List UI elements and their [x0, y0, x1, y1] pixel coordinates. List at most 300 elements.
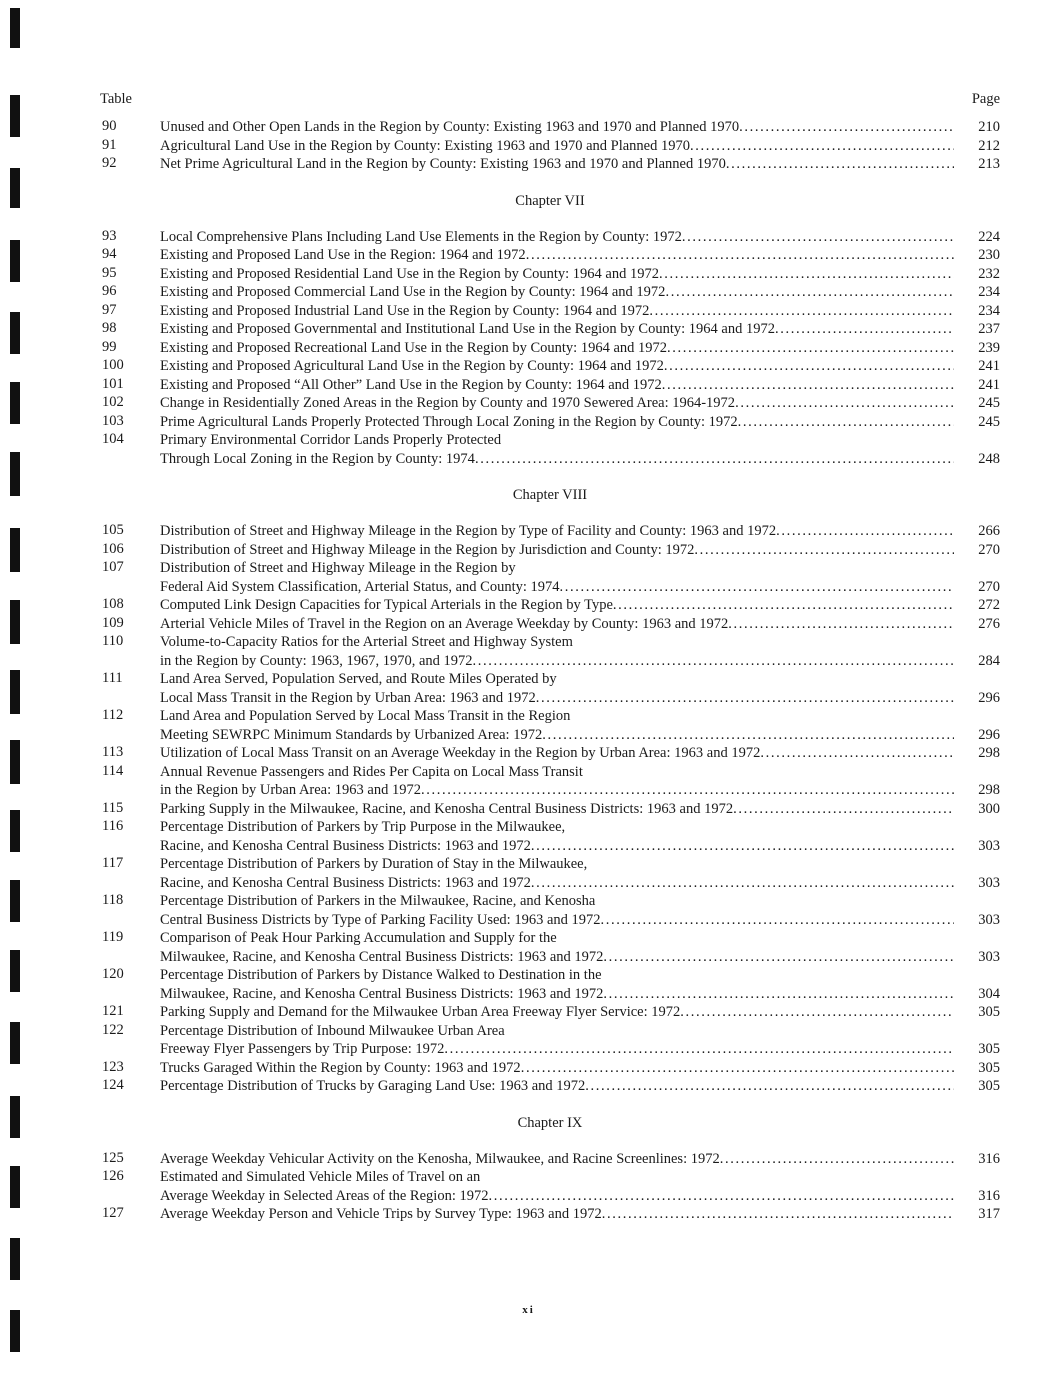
title-text: Estimated and Simulated Vehicle Miles of Travel on an: [160, 1169, 481, 1185]
table-title: [160, 522, 968, 541]
toc-entry: [100, 118, 1000, 137]
toc-section: [100, 1112, 1000, 1224]
toc-entry: [100, 339, 1000, 358]
toc-entry: [100, 670, 1000, 707]
table-number: 119: [102, 929, 124, 945]
table-column-heading: Table: [100, 91, 132, 107]
table-number: 104: [102, 431, 124, 447]
title-line: [160, 615, 954, 634]
table-title: [160, 376, 968, 395]
toc-entry: [100, 1150, 1000, 1169]
table-number: 112: [102, 707, 124, 723]
page-reference: 303: [978, 948, 1000, 965]
title-text: in the Region by County: 1963, 1967, 1970, and 1972: [160, 652, 473, 669]
title-text: Annual Revenue Passengers and Rides Per Capita on Local Mass Transit: [160, 763, 583, 780]
scan-mark: [10, 600, 20, 644]
table-title: [160, 763, 968, 800]
table-title: [160, 320, 968, 339]
page-reference: 239: [978, 339, 1000, 356]
page-reference: 284: [978, 652, 1000, 669]
dot-leader: [682, 228, 954, 247]
toc-entry: [100, 541, 1000, 560]
dot-leader: [475, 450, 954, 469]
dot-leader: [738, 413, 954, 432]
toc-entry: [100, 633, 1000, 670]
dot-leader: [662, 376, 954, 395]
title-line: [160, 670, 954, 689]
title-line: [160, 522, 954, 541]
dot-leader: [760, 744, 954, 763]
table-title: [160, 670, 968, 707]
title-text: Meeting SEWRPC Minimum Standards by Urbanized Area: 1972: [160, 726, 543, 743]
title-text: Existing and Proposed Land Use in the Region: 1964 and 1972: [160, 247, 526, 263]
dot-leader: [735, 394, 954, 413]
page-reference: 266: [978, 523, 1000, 539]
dot-leader: [665, 283, 954, 302]
title-line: [160, 800, 954, 819]
page-reference: 241: [978, 358, 1000, 374]
title-line: [160, 1022, 954, 1041]
scan-mark: [10, 810, 20, 852]
title-line: [160, 450, 954, 469]
title-line: [160, 246, 954, 265]
page-reference: 234: [978, 284, 1000, 300]
page-reference: 212: [978, 137, 1000, 154]
title-line: [160, 357, 954, 376]
title-text: Utilization of Local Mass Transit on an Average Weekday in the Region by Urban Area: 1963 and 1972: [160, 745, 761, 761]
scan-mark: [10, 950, 20, 992]
title-text: Existing and Proposed Recreational Land Use in the Region by County: 1964 and 1972: [160, 339, 668, 356]
chapter-heading: Chapter VII: [515, 192, 585, 209]
scan-mark: [10, 1096, 20, 1138]
page-reference: 232: [978, 265, 1000, 282]
dot-leader: [664, 357, 954, 376]
page-reference: 317: [978, 1206, 1000, 1222]
table-title: [160, 1077, 968, 1096]
page-column-heading: Page: [971, 91, 1000, 107]
page-reference: 245: [978, 395, 1000, 411]
dot-leader: [649, 302, 954, 321]
toc-entry: [100, 1077, 1000, 1096]
dot-leader: [444, 1040, 954, 1059]
page-reference: 298: [978, 745, 1000, 761]
dot-leader: [585, 1077, 954, 1096]
title-text: Federal Aid System Classification, Arterial Status, and County: 1974: [160, 578, 560, 595]
title-line: [160, 339, 954, 358]
table-title: [160, 1003, 968, 1022]
toc-entry: [100, 929, 1000, 966]
page-reference: 303: [978, 837, 1000, 854]
toc-header: [100, 88, 1000, 112]
title-line: [160, 763, 954, 782]
table-number: 117: [102, 855, 124, 871]
table-of-contents: [100, 88, 1000, 1224]
table-title: [160, 615, 968, 634]
title-text: Prime Agricultural Lands Properly Protected Through Local Zoning in the Region by County: 1972: [160, 413, 738, 430]
title-text: Local Comprehensive Plans Including Land Use Elements in the Region by County: 1972: [160, 228, 682, 245]
table-number: 115: [102, 799, 124, 816]
toc-entry: [100, 800, 1000, 819]
toc-entry: [100, 763, 1000, 800]
table-title: [160, 818, 968, 855]
table-title: [160, 394, 968, 413]
toc-entry: [100, 228, 1000, 247]
title-text: Racine, and Kenosha Central Business Districts: 1963 and 1972: [160, 837, 531, 854]
title-line: [160, 874, 954, 893]
dot-leader: [726, 155, 954, 174]
title-text: Percentage Distribution of Parkers by Distance Walked to Destination in the: [160, 967, 602, 983]
title-text: Racine, and Kenosha Central Business Districts: 1963 and 1972: [160, 874, 531, 891]
table-number: 120: [102, 966, 124, 982]
title-text: Percentage Distribution of Parkers by Trip Purpose in the Milwaukee,: [160, 819, 566, 835]
title-line: [160, 707, 954, 726]
title-text: Land Area Served, Population Served, and Route Miles Operated by: [160, 671, 557, 687]
title-line: [160, 1003, 954, 1022]
dot-leader: [488, 1187, 954, 1206]
scan-mark: [10, 1310, 20, 1352]
title-line: [160, 781, 954, 800]
toc-entry: [100, 431, 1000, 468]
title-line: [160, 726, 954, 745]
table-number: 92: [102, 155, 117, 171]
table-number: 101: [102, 375, 124, 392]
table-number: 122: [102, 1021, 124, 1038]
scan-mark: [10, 8, 20, 48]
title-line: [160, 1059, 954, 1078]
title-line: [160, 320, 954, 339]
title-line: [160, 265, 954, 284]
toc-entry: [100, 744, 1000, 763]
toc-entry: [100, 246, 1000, 265]
title-text: Local Mass Transit in the Region by Urban Area: 1963 and 1972: [160, 689, 536, 706]
dot-leader: [521, 1059, 954, 1078]
table-number: 126: [102, 1168, 124, 1184]
title-line: [160, 596, 954, 615]
toc-entry: [100, 155, 1000, 174]
toc-section: [100, 118, 1000, 174]
toc-entry: [100, 559, 1000, 596]
toc-entry: [100, 892, 1000, 929]
toc-entry: [100, 596, 1000, 615]
table-number: 127: [102, 1205, 124, 1221]
title-line: [160, 118, 954, 137]
title-text: Parking Supply and Demand for the Milwaukee Urban Area Freeway Flyer Service: 1972: [160, 1004, 681, 1020]
title-text: Volume-to-Capacity Ratios for the Arterial Street and Highway System: [160, 634, 573, 650]
page-reference: 303: [978, 874, 1000, 891]
title-line: [160, 1040, 954, 1059]
table-number: 99: [102, 338, 117, 355]
title-text: Existing and Proposed Governmental and Institutional Land Use in the Region by County: 1964 and 1972: [160, 321, 775, 337]
dot-leader: [603, 948, 954, 967]
title-text: Percentage Distribution of Trucks by Garaging Land Use: 1963 and 1972: [160, 1078, 586, 1094]
table-title: [160, 357, 968, 376]
dot-leader: [601, 911, 954, 930]
table-title: [160, 1168, 968, 1205]
title-line: [160, 413, 954, 432]
table-title: [160, 929, 968, 966]
scan-mark: [10, 880, 20, 922]
dot-leader: [531, 874, 954, 893]
title-text: Primary Environmental Corridor Lands Properly Protected: [160, 432, 502, 448]
title-line: [160, 541, 954, 560]
table-title: [160, 800, 968, 819]
scan-mark: [10, 1238, 20, 1280]
title-line: [160, 1150, 954, 1169]
chapter-heading: Chapter IX: [517, 1114, 583, 1131]
title-text: in the Region by Urban Area: 1963 and 1972: [160, 782, 421, 798]
table-title: [160, 892, 968, 929]
table-title: [160, 137, 968, 156]
table-title: [160, 855, 968, 892]
toc-entry: [100, 1059, 1000, 1078]
table-title: [160, 339, 968, 358]
dot-leader: [421, 781, 954, 800]
title-line: [160, 744, 954, 763]
scan-mark: [10, 168, 20, 208]
toc-entry: [100, 1168, 1000, 1205]
table-number: 105: [102, 522, 124, 538]
table-title: [160, 283, 968, 302]
page-reference: 303: [978, 911, 1000, 928]
scan-mark: [10, 240, 20, 282]
dot-leader: [667, 339, 954, 358]
toc-entry: [100, 320, 1000, 339]
table-number: 106: [102, 540, 124, 557]
page-reference: 237: [978, 321, 1000, 337]
title-text: Percentage Distribution of Parkers by Duration of Stay in the Milwaukee,: [160, 856, 588, 872]
page-reference: 213: [978, 156, 1000, 172]
toc-entry: [100, 855, 1000, 892]
page-reference: 305: [978, 1004, 1000, 1020]
title-text: Comparison of Peak Hour Parking Accumulation and Supply for the: [160, 930, 557, 946]
title-text: Percentage Distribution of Parkers in the Milwaukee, Racine, and Kenosha: [160, 893, 596, 909]
scan-mark: [10, 382, 20, 424]
title-text: Average Weekday Vehicular Activity on the Kenosha, Milwaukee, and Racine Screenlines: 1972: [160, 1150, 720, 1167]
toc-entry: [100, 413, 1000, 432]
title-text: Existing and Proposed “All Other” Land Use in the Region by County: 1964 and 1972: [160, 376, 662, 393]
page-reference: 305: [978, 1041, 1000, 1057]
table-title: [160, 559, 968, 596]
table-title: [160, 302, 968, 321]
page-reference: 298: [978, 782, 1000, 798]
table-title: [160, 1059, 968, 1078]
table-title: [160, 966, 968, 1003]
title-line: [160, 1077, 954, 1096]
page-reference: 224: [978, 228, 1000, 245]
table-title: [160, 246, 968, 265]
table-title: [160, 413, 968, 432]
title-text: Milwaukee, Racine, and Kenosha Central Business Districts: 1963 and 1972: [160, 948, 604, 965]
page-reference: 276: [978, 615, 1000, 632]
title-line: [160, 892, 954, 911]
table-title: [160, 541, 968, 560]
toc-entry: [100, 707, 1000, 744]
title-text: Distribution of Street and Highway Mileage in the Region by: [160, 560, 516, 576]
dot-leader: [602, 1205, 954, 1224]
toc-entry: [100, 615, 1000, 634]
dot-leader: [659, 265, 954, 284]
title-text: Existing and Proposed Agricultural Land Use in the Region by County: 1964 and 1972: [160, 358, 664, 374]
table-number: 108: [102, 596, 124, 612]
title-text: Existing and Proposed Industrial Land Use in the Region by County: 1964 and 1972: [160, 302, 650, 319]
title-line: [160, 559, 954, 578]
title-text: Land Area and Population Served by Local Mass Transit in the Region: [160, 708, 571, 724]
table-number: 113: [102, 744, 124, 760]
title-text: Change in Residentially Zoned Areas in the Region by County and 1970 Sewered Area: 1964-1972: [160, 395, 736, 411]
toc-section: [100, 190, 1000, 469]
toc-entry: [100, 966, 1000, 1003]
title-text: Milwaukee, Racine, and Kenosha Central Business Districts: 1963 and 1972: [160, 985, 604, 1002]
title-text: Average Weekday in Selected Areas of the Region: 1972: [160, 1187, 489, 1204]
dot-leader: [531, 837, 954, 856]
title-text: Net Prime Agricultural Land in the Region by County: Existing 1963 and 1970 and Planned 1970: [160, 156, 726, 172]
toc-sections: [100, 118, 1000, 1224]
table-number: 96: [102, 283, 117, 299]
toc-entry: [100, 265, 1000, 284]
table-number: 114: [102, 762, 124, 779]
table-number: 95: [102, 264, 117, 281]
table-number: 124: [102, 1077, 124, 1093]
table-title: [160, 155, 968, 174]
table-title: [160, 265, 968, 284]
scan-mark: [10, 670, 20, 714]
title-text: Through Local Zoning in the Region by County: 1974: [160, 450, 475, 467]
title-text: Distribution of Street and Highway Mileage in the Region by Type of Facility and County: 1963 and 1972: [160, 523, 777, 539]
page-reference: 304: [978, 985, 1000, 1002]
table-number: 93: [102, 227, 117, 244]
title-text: Average Weekday Person and Vehicle Trips by Survey Type: 1963 and 1972: [160, 1206, 602, 1222]
scan-mark: [10, 1022, 20, 1064]
page-reference: 305: [978, 1078, 1000, 1094]
table-number: 125: [102, 1149, 124, 1166]
dot-leader: [775, 320, 954, 339]
chapter-heading: Chapter VIII: [512, 487, 588, 503]
title-text: Arterial Vehicle Miles of Travel in the Region on an Average Weekday by County: 1963 and 1972: [160, 615, 729, 632]
table-title: [160, 1150, 968, 1169]
table-number: 110: [102, 633, 124, 649]
table-number: 97: [102, 301, 117, 318]
toc-entry: [100, 137, 1000, 156]
dot-leader: [733, 800, 954, 819]
dot-leader: [613, 596, 954, 615]
dot-leader: [739, 118, 954, 137]
table-title: [160, 596, 968, 615]
title-line: [160, 376, 954, 395]
title-text: Agricultural Land Use in the Region by County: Existing 1963 and 1970 and Planned 1970: [160, 137, 690, 154]
title-text: Percentage Distribution of Inbound Milwaukee Urban Area: [160, 1022, 505, 1039]
table-title: [160, 118, 968, 137]
table-number: 118: [102, 892, 124, 908]
title-line: [160, 1205, 954, 1224]
title-line: [160, 1187, 954, 1206]
page-reference: 316: [978, 1150, 1000, 1167]
page-reference: 296: [978, 726, 1000, 743]
table-number: 90: [102, 118, 117, 134]
dot-leader: [473, 652, 954, 671]
title-line: [160, 302, 954, 321]
dot-leader: [560, 578, 954, 597]
page-reference: 272: [978, 597, 1000, 613]
dot-leader: [720, 1150, 954, 1169]
toc-entry: [100, 394, 1000, 413]
toc-entry: [100, 283, 1000, 302]
table-title: [160, 633, 968, 670]
page-reference: 270: [978, 541, 1000, 558]
scan-mark: [10, 528, 20, 572]
toc-entry: [100, 1003, 1000, 1022]
table-number: 98: [102, 320, 117, 336]
dot-leader: [694, 541, 954, 560]
title-line: [160, 228, 954, 247]
title-line: [160, 394, 954, 413]
page-reference: 234: [978, 302, 1000, 319]
title-text: Freeway Flyer Passengers by Trip Purpose: 1972: [160, 1041, 445, 1057]
scan-mark: [10, 95, 20, 137]
scan-mark: [10, 1166, 20, 1208]
page-reference: 245: [978, 413, 1000, 430]
page-reference: 296: [978, 689, 1000, 706]
dot-leader: [603, 985, 954, 1004]
toc-entry: [100, 1022, 1000, 1059]
title-text: Trucks Garaged Within the Region by County: 1963 and 1972: [160, 1059, 521, 1076]
title-line: [160, 855, 954, 874]
table-number: 100: [102, 357, 124, 373]
title-line: [160, 985, 954, 1004]
page-reference: 210: [978, 119, 1000, 135]
toc-entry: [100, 1205, 1000, 1224]
toc-entry: [100, 376, 1000, 395]
dot-leader: [690, 137, 954, 156]
title-text: Unused and Other Open Lands in the Region by County: Existing 1963 and 1970 and Planned 1970: [160, 119, 740, 135]
title-line: [160, 155, 954, 174]
toc-entry: [100, 357, 1000, 376]
title-line: [160, 911, 954, 930]
scan-mark: [10, 740, 20, 784]
table-number: 121: [102, 1003, 124, 1019]
table-number: 91: [102, 136, 117, 153]
scan-binding-marks: [10, 0, 22, 1379]
dot-leader: [536, 689, 954, 708]
page-reference: 248: [978, 450, 1000, 467]
toc-entry: [100, 818, 1000, 855]
title-line: [160, 837, 954, 856]
table-number: 102: [102, 394, 124, 410]
dot-leader: [680, 1003, 954, 1022]
page-reference: 316: [978, 1187, 1000, 1204]
title-line: [160, 966, 954, 985]
scan-mark: [10, 452, 20, 496]
title-text: Existing and Proposed Commercial Land Use in the Region by County: 1964 and 1972: [160, 284, 666, 300]
title-line: [160, 431, 954, 450]
title-line: [160, 948, 954, 967]
title-line: [160, 929, 954, 948]
table-number: 94: [102, 246, 117, 262]
table-number: 116: [102, 818, 124, 834]
dot-leader: [728, 615, 954, 634]
page-reference: 230: [978, 247, 1000, 263]
page-reference: 241: [978, 376, 1000, 393]
title-text: Distribution of Street and Highway Mileage in the Region by Jurisdiction and County: 1972: [160, 541, 695, 558]
toc-section: [100, 484, 1000, 1096]
page-reference: 300: [978, 800, 1000, 817]
table-number: 123: [102, 1058, 124, 1075]
table-title: [160, 1205, 968, 1224]
dot-leader: [526, 246, 954, 265]
title-text: Central Business Districts by Type of Parking Facility Used: 1963 and 1972: [160, 911, 601, 928]
title-line: [160, 578, 954, 597]
page-number: xi: [522, 1304, 535, 1316]
scan-mark: [10, 312, 20, 354]
